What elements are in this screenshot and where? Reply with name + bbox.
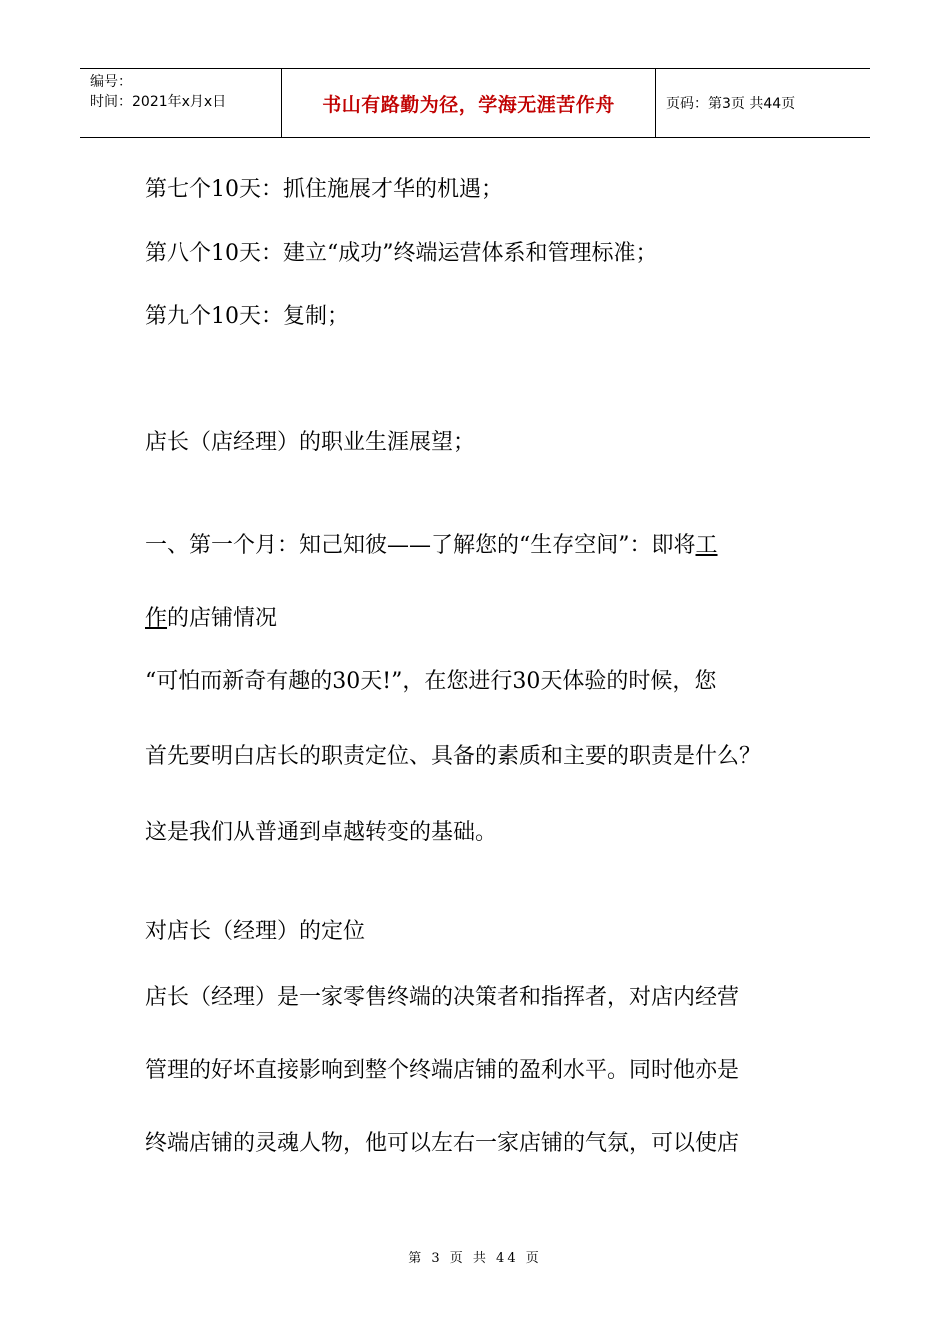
document-date: 时间：2021年x月x日 — [90, 94, 227, 110]
underlined-text: 工 — [695, 533, 718, 558]
paragraph-line: 终端店铺的灵魂人物，他可以左右一家店铺的气氛，可以使店 — [145, 1131, 740, 1156]
paragraph-line: 首先要明白店长的职责定位、具备的素质和主要的职责是什么？ — [145, 744, 762, 769]
paragraph-line: “可怕而新奇有趣的30天!”，在您进行30天体验的时候，您 — [145, 669, 717, 694]
paragraph-line: 这是我们从普通到卓越转变的基础。 — [145, 820, 498, 845]
header-page-info: 页码：第3页 共44页 — [666, 96, 796, 112]
header-motto-cell — [282, 69, 656, 137]
page-header — [80, 68, 870, 138]
document-number-label: 编号： — [90, 74, 132, 90]
section-title-text: 的店铺情况 — [167, 606, 278, 631]
section-heading: 店长（店经理）的职业生涯展望； — [145, 430, 476, 455]
header-motto: 书山有路勤为径，学海无涯苦作舟 — [322, 93, 615, 116]
page-footer: 第 3 页 共 44 页 — [408, 1251, 542, 1266]
section-title — [145, 528, 718, 559]
paragraph-line: 第九个10天：复制； — [145, 304, 349, 329]
paragraph-line: 管理的好坏直接影响到整个终端店铺的盈利水平。同时他亦是 — [145, 1058, 740, 1083]
section-title-text: 一、第一个月：知己知彼——了解您的“生存空间”：即将 — [145, 533, 696, 558]
header-page-cell — [656, 69, 870, 137]
paragraph-line: 第八个10天：建立“成功”终端运营体系和管理标准； — [145, 241, 658, 266]
section-title-continued — [145, 601, 277, 632]
paragraph-line: 店长（经理）是一家零售终端的决策者和指挥者，对店内经营 — [145, 985, 740, 1010]
header-meta-cell — [80, 69, 282, 137]
paragraph-line: 第七个10天：抓住施展才华的机遇； — [145, 177, 503, 202]
underlined-text: 作 — [145, 606, 168, 631]
subheading: 对店长（经理）的定位 — [145, 919, 366, 944]
